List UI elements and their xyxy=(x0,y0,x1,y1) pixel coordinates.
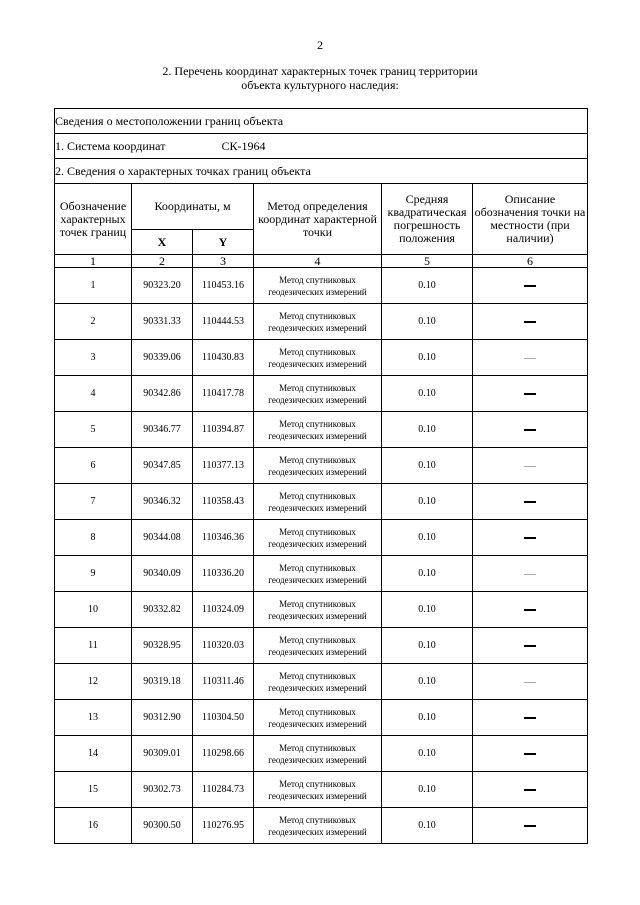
dash-mark xyxy=(524,645,536,647)
error-cell: 0.10 xyxy=(382,556,473,592)
y-coordinate-cell: 110324.09 xyxy=(193,592,254,628)
table-row xyxy=(55,520,588,556)
table-row xyxy=(55,556,588,592)
error-cell: 0.10 xyxy=(382,484,473,520)
dash-mark xyxy=(524,393,536,395)
error-cell: 0.10 xyxy=(382,772,473,808)
header-coordinates: Координаты, м xyxy=(132,184,254,230)
y-coordinate-cell: 110311.46 xyxy=(193,664,254,700)
method-cell: Метод спутниковых геодезических измерений xyxy=(254,772,382,808)
point-number-cell: 3 xyxy=(55,340,132,376)
x-coordinate-cell: 90328.95 xyxy=(132,628,193,664)
dash-mark xyxy=(524,537,536,539)
x-coordinate-cell: 90309.01 xyxy=(132,736,193,772)
description-cell xyxy=(473,340,588,376)
column-number: 2 xyxy=(132,255,193,268)
point-number-cell: 1 xyxy=(55,268,132,304)
section-location-info: Сведения о местоположении границ объекта xyxy=(55,109,588,134)
point-number-cell: 2 xyxy=(55,304,132,340)
y-coordinate-cell: 110304.50 xyxy=(193,700,254,736)
table-row xyxy=(55,484,588,520)
table-row xyxy=(55,448,588,484)
title-line-2: объекта культурного наследия: xyxy=(241,78,399,92)
dash-mark xyxy=(524,466,536,467)
y-coordinate-cell: 110430.83 xyxy=(193,340,254,376)
dash-mark xyxy=(524,321,536,323)
x-coordinate-cell: 90323.20 xyxy=(132,268,193,304)
point-number-cell: 7 xyxy=(55,484,132,520)
table-row xyxy=(55,772,588,808)
document-title xyxy=(0,64,640,92)
table-row xyxy=(55,664,588,700)
table-row xyxy=(55,412,588,448)
description-cell xyxy=(473,592,588,628)
column-number: 5 xyxy=(382,255,473,268)
y-coordinate-cell: 110394.87 xyxy=(193,412,254,448)
header-description: Описание обозначения точки на местности (при наличии) xyxy=(473,184,588,255)
point-number-cell: 5 xyxy=(55,412,132,448)
header-designation: Обозначение характерных точек границ xyxy=(55,184,132,255)
description-cell xyxy=(473,628,588,664)
table-row xyxy=(55,340,588,376)
column-number: 3 xyxy=(193,255,254,268)
point-number-cell: 9 xyxy=(55,556,132,592)
method-cell: Метод спутниковых геодезических измерений xyxy=(254,340,382,376)
point-number-cell: 6 xyxy=(55,448,132,484)
error-cell: 0.10 xyxy=(382,376,473,412)
x-coordinate-cell: 90300.50 xyxy=(132,808,193,844)
table-row xyxy=(55,592,588,628)
table-row xyxy=(55,376,588,412)
description-cell xyxy=(473,808,588,844)
dash-mark xyxy=(524,358,536,359)
dash-mark xyxy=(524,429,536,431)
error-cell: 0.10 xyxy=(382,592,473,628)
error-cell: 0.10 xyxy=(382,520,473,556)
dash-mark xyxy=(524,682,536,683)
column-number: 4 xyxy=(254,255,382,268)
coordinate-system-label: 1. Система координат xyxy=(55,138,166,153)
x-coordinate-cell: 90312.90 xyxy=(132,700,193,736)
error-cell: 0.10 xyxy=(382,664,473,700)
error-cell: 0.10 xyxy=(382,808,473,844)
x-coordinate-cell: 90331.33 xyxy=(132,304,193,340)
section-points-info: 2. Сведения о характерных точках границ объекта xyxy=(55,159,588,184)
method-cell: Метод спутниковых геодезических измерений xyxy=(254,268,382,304)
method-cell: Метод спутниковых геодезических измерений xyxy=(254,592,382,628)
x-coordinate-cell: 90347.85 xyxy=(132,448,193,484)
y-coordinate-cell: 110346.36 xyxy=(193,520,254,556)
description-cell xyxy=(473,520,588,556)
x-coordinate-cell: 90344.08 xyxy=(132,520,193,556)
method-cell: Метод спутниковых геодезических измерений xyxy=(254,448,382,484)
x-coordinate-cell: 90346.77 xyxy=(132,412,193,448)
description-cell xyxy=(473,736,588,772)
description-cell xyxy=(473,556,588,592)
description-cell xyxy=(473,664,588,700)
y-coordinate-cell: 110320.03 xyxy=(193,628,254,664)
point-number-cell: 12 xyxy=(55,664,132,700)
coordinate-system-row xyxy=(55,134,588,159)
x-coordinate-cell: 90340.09 xyxy=(132,556,193,592)
y-coordinate-cell: 110417.78 xyxy=(193,376,254,412)
header-y: Y xyxy=(193,230,254,255)
header-error: Средняя квадратическая погрешность положения xyxy=(382,184,473,255)
dash-mark xyxy=(524,609,536,611)
error-cell: 0.10 xyxy=(382,412,473,448)
description-cell xyxy=(473,700,588,736)
error-cell: 0.10 xyxy=(382,628,473,664)
error-cell: 0.10 xyxy=(382,340,473,376)
error-cell: 0.10 xyxy=(382,700,473,736)
dash-mark xyxy=(524,285,536,287)
y-coordinate-cell: 110298.66 xyxy=(193,736,254,772)
x-coordinate-cell: 90346.32 xyxy=(132,484,193,520)
dash-mark xyxy=(524,574,536,575)
page-number: 2 xyxy=(317,38,323,52)
method-cell: Метод спутниковых геодезических измерений xyxy=(254,556,382,592)
table-row xyxy=(55,628,588,664)
method-cell: Метод спутниковых геодезических измерений xyxy=(254,808,382,844)
point-number-cell: 15 xyxy=(55,772,132,808)
y-coordinate-cell: 110358.43 xyxy=(193,484,254,520)
description-cell xyxy=(473,412,588,448)
point-number-cell: 11 xyxy=(55,628,132,664)
title-line-1: 2. Перечень координат характерных точек границ территории xyxy=(162,64,478,78)
coordinates-table xyxy=(54,108,588,844)
description-cell xyxy=(473,304,588,340)
y-coordinate-cell: 110377.13 xyxy=(193,448,254,484)
y-coordinate-cell: 110284.73 xyxy=(193,772,254,808)
method-cell: Метод спутниковых геодезических измерений xyxy=(254,412,382,448)
method-cell: Метод спутниковых геодезических измерений xyxy=(254,376,382,412)
table-row xyxy=(55,808,588,844)
error-cell: 0.10 xyxy=(382,268,473,304)
dash-mark xyxy=(524,717,536,719)
dash-mark xyxy=(524,825,536,827)
description-cell xyxy=(473,772,588,808)
y-coordinate-cell: 110444.53 xyxy=(193,304,254,340)
method-cell: Метод спутниковых геодезических измерений xyxy=(254,484,382,520)
method-cell: Метод спутниковых геодезических измерений xyxy=(254,736,382,772)
dash-mark xyxy=(524,789,536,791)
column-number: 1 xyxy=(55,255,132,268)
x-coordinate-cell: 90342.86 xyxy=(132,376,193,412)
table-row xyxy=(55,304,588,340)
description-cell xyxy=(473,448,588,484)
table-row xyxy=(55,736,588,772)
description-cell xyxy=(473,268,588,304)
x-coordinate-cell: 90319.18 xyxy=(132,664,193,700)
description-cell xyxy=(473,376,588,412)
method-cell: Метод спутниковых геодезических измерений xyxy=(254,520,382,556)
method-cell: Метод спутниковых геодезических измерений xyxy=(254,304,382,340)
point-number-cell: 4 xyxy=(55,376,132,412)
y-coordinate-cell: 110453.16 xyxy=(193,268,254,304)
error-cell: 0.10 xyxy=(382,736,473,772)
point-number-cell: 8 xyxy=(55,520,132,556)
column-number: 6 xyxy=(473,255,588,268)
dash-mark xyxy=(524,501,536,503)
error-cell: 0.10 xyxy=(382,304,473,340)
coordinate-system-value: СК-1964 xyxy=(221,138,266,153)
header-method: Метод определения координат характерной точки xyxy=(254,184,382,255)
method-cell: Метод спутниковых геодезических измерений xyxy=(254,664,382,700)
table-row xyxy=(55,700,588,736)
x-coordinate-cell: 90332.82 xyxy=(132,592,193,628)
point-number-cell: 14 xyxy=(55,736,132,772)
description-cell xyxy=(473,484,588,520)
point-number-cell: 13 xyxy=(55,700,132,736)
y-coordinate-cell: 110276.95 xyxy=(193,808,254,844)
column-numbers-row xyxy=(55,255,588,268)
error-cell: 0.10 xyxy=(382,448,473,484)
table-row xyxy=(55,268,588,304)
method-cell: Метод спутниковых геодезических измерений xyxy=(254,700,382,736)
point-number-cell: 10 xyxy=(55,592,132,628)
method-cell: Метод спутниковых геодезических измерений xyxy=(254,628,382,664)
header-x: X xyxy=(132,230,193,255)
y-coordinate-cell: 110336.20 xyxy=(193,556,254,592)
dash-mark xyxy=(524,753,536,755)
point-number-cell: 16 xyxy=(55,808,132,844)
x-coordinate-cell: 90302.73 xyxy=(132,772,193,808)
x-coordinate-cell: 90339.06 xyxy=(132,340,193,376)
